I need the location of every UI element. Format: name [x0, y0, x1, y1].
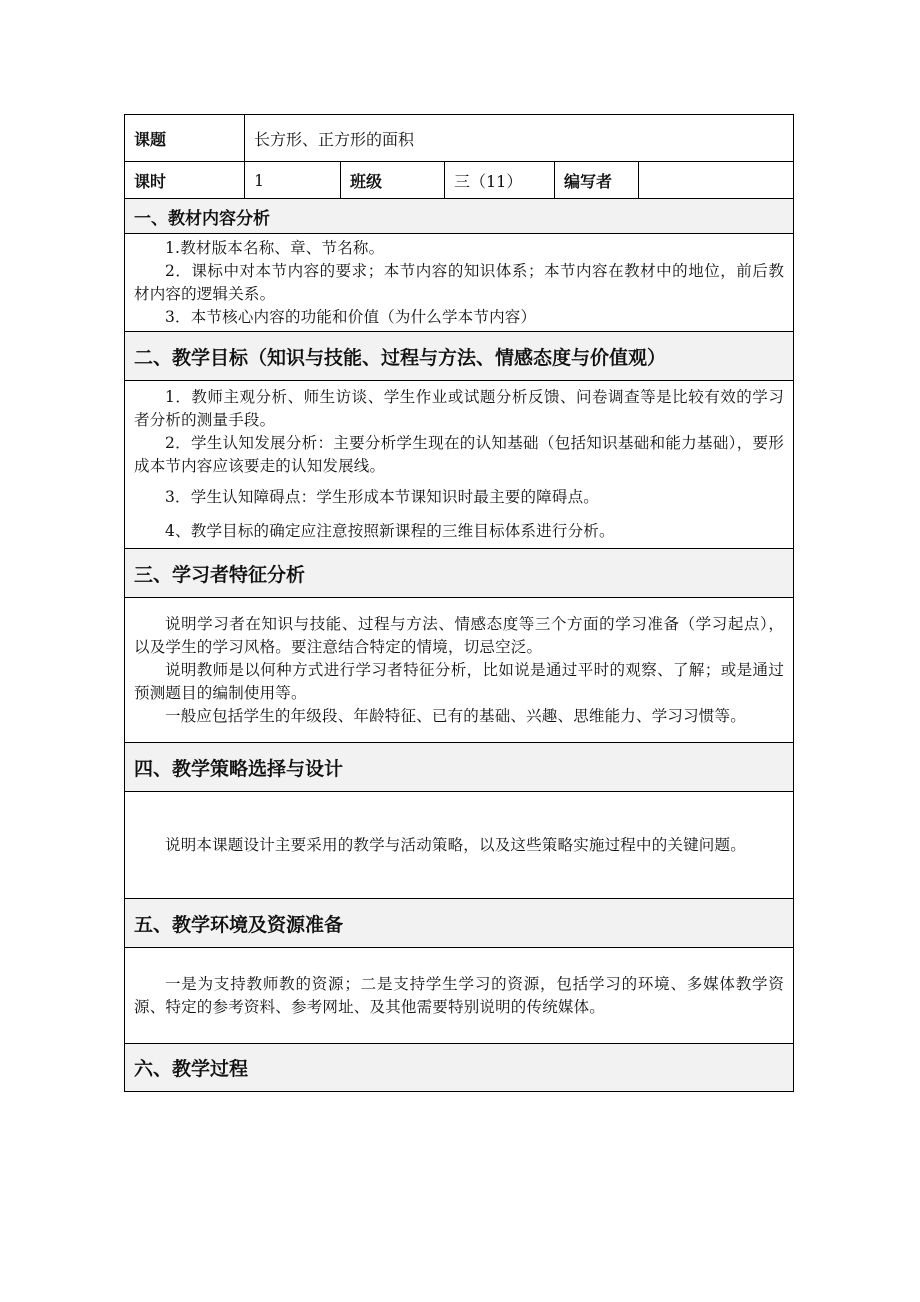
- paragraph: 1．教师主观分析、师生访谈、学生作业或试题分析反馈、问卷调查等是比较有效的学习者分析的测量手段。: [134, 388, 785, 429]
- author-label: 编写者: [555, 162, 639, 199]
- paragraph: 说明教师是以何种方式进行学习者特征分析，比如说是通过平时的观察、了解；或是通过预测题目的编制使用等。: [134, 660, 785, 702]
- section-header-learner-analysis: [125, 549, 794, 598]
- class-value: 三（11）: [445, 162, 555, 199]
- paragraph: 说明本课题设计主要采用的教学与活动策略，以及这些策略实施过程中的关键问题。: [165, 835, 746, 854]
- paragraph: 一般应包括学生的年级段、年龄特征、已有的基础、兴趣、思维能力、学习习惯等。: [165, 706, 746, 725]
- section-header-strategy: [125, 743, 794, 792]
- info-row: [125, 162, 794, 199]
- topic-value: 长方形、正方形的面积: [245, 115, 794, 162]
- section-header-teaching-goals: [125, 332, 794, 381]
- section-body-material-analysis: [125, 234, 794, 332]
- paragraph: 1.教材版本名称、章、节名称。: [165, 238, 385, 257]
- topic-label: 课题: [125, 115, 245, 162]
- section-body-teaching-goals: [125, 381, 794, 549]
- topic-row: [125, 115, 794, 162]
- section-header-resources: [125, 899, 794, 948]
- section-title: 四、教学策略选择与设计: [125, 743, 794, 792]
- paragraph: 3．本节核心内容的功能和价值（为什么学本节内容）: [165, 307, 537, 326]
- section-body-learner-analysis: [125, 598, 794, 743]
- section-header-material-analysis: [125, 199, 794, 234]
- class-label: 班级: [341, 162, 445, 199]
- paragraph: 2．学生认知发展分析：主要分析学生现在的认知基础（包括知识基础和能力基础），要形成本节内容应该要走的认知发展线。: [134, 434, 785, 475]
- section-body-strategy: [125, 792, 794, 899]
- section-title: 二、教学目标（知识与技能、过程与方法、情感态度与价值观）: [125, 332, 794, 381]
- paragraph: 说明学习者在知识与技能、过程与方法、情感态度等三个方面的学习准备（学习起点），以及学生的学习风格。要注意结合特定的情境，切忌空泛。: [134, 614, 785, 656]
- hours-value: 1: [245, 162, 341, 199]
- paragraph: 一是为支持教师教的资源；二是支持学生学习的资源，包括学习的环境、多媒体教学资源、特定的参考资料、参考网址、及其他需要特别说明的传统媒体。: [134, 974, 785, 1016]
- paragraph: 3．学生认知障碍点：学生形成本节课知识时最主要的障碍点。: [165, 488, 599, 506]
- lesson-plan-table: [124, 114, 794, 1092]
- section-body-resources: [125, 948, 794, 1044]
- section-title: 三、学习者特征分析: [125, 549, 794, 598]
- paragraph: 4、教学目标的确定应注意按照新课程的三维目标体系进行分析。: [165, 522, 615, 540]
- section-header-process: [125, 1044, 794, 1092]
- paragraph: 2．课标中对本节内容的要求；本节内容的知识体系；本节内容在教材中的地位，前后教材内容的逻辑关系。: [134, 261, 785, 303]
- section-title: 五、教学环境及资源准备: [125, 899, 794, 948]
- hours-label: 课时: [125, 162, 245, 199]
- section-title: 一、教材内容分析: [125, 199, 794, 234]
- section-title: 六、教学过程: [125, 1044, 794, 1092]
- author-value: [639, 162, 794, 199]
